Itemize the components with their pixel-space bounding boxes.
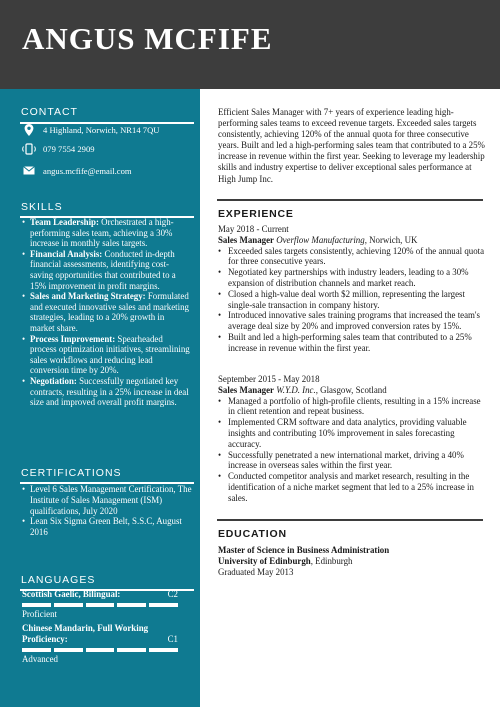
header-bar xyxy=(0,0,500,89)
job-bullet: • Managed a portfolio of high-profile clients, resulting in a 15% increase in client retention and repeat business. xyxy=(218,396,486,418)
bar-segment xyxy=(86,648,115,652)
skill-item: • Financial Analysis: Conducted in-depth financial assessments, identifying cost-saving opportunities that contributed to a 15% improvement in profit margins. xyxy=(22,249,190,291)
skill-item: • Process Improvement: Spearheaded process optimization initiatives, streamlining sales workflows and reducing lead conversion time by 20%. xyxy=(22,334,190,376)
job-bullet: • Exceeded sales targets consistently, achieving 120% of the annual quota for three consecutive years. xyxy=(218,246,486,268)
sidebar xyxy=(0,89,200,707)
language-entry-gaelic xyxy=(22,589,178,620)
job-bullet: • Implemented CRM software and data analytics, providing valuable insights and contributing 10% improvement in sales forecasting accuracy. xyxy=(218,417,486,449)
job-dates: May 2018 - Current xyxy=(218,224,289,234)
job-bullet: • Closed a high-value deal worth $2 million, representing the largest single-sale transaction in company history. xyxy=(218,289,486,311)
job-bullet: • Introduced innovative sales training programs that increased the team's average deal size by 20% and improved conversion rates by 15%. xyxy=(218,310,486,332)
experience-top-divider xyxy=(217,199,483,201)
skills-list xyxy=(22,217,190,408)
language-level: C1 xyxy=(167,633,178,644)
bar-segment xyxy=(117,603,146,607)
job-bullets xyxy=(218,396,486,504)
education-degree: Master of Science in Business Administration xyxy=(218,545,390,555)
bar-segment xyxy=(54,648,83,652)
job-bullet: • Successfully penetrated a new international market, driving a 40% increase in overseas sales within the first year. xyxy=(218,450,486,472)
education-entry xyxy=(218,545,486,578)
education-school: University of Edinburgh, Edinburgh xyxy=(218,556,353,566)
job-bullets xyxy=(218,246,486,354)
language-level-bar xyxy=(22,648,178,652)
education-graduated: Graduated May 2013 xyxy=(218,567,294,577)
language-entry-mandarin xyxy=(22,623,178,664)
job-dates: September 2015 - May 2018 xyxy=(218,374,320,384)
skills-title: SKILLS xyxy=(21,201,63,213)
job-bullet: • Negotiated key partnerships with industry leaders, leading to a 30% expansion of distribution channels and market reach. xyxy=(218,267,486,289)
languages-title: LANGUAGES xyxy=(21,574,96,586)
location-pin-icon xyxy=(22,123,36,136)
certification-item: • Level 6 Sales Management Certification, The Institute of Sales Management (ISM) qualifications, July 2020 xyxy=(22,484,192,516)
contact-address-row xyxy=(22,123,159,136)
language-proficiency: Proficient xyxy=(22,608,57,619)
profile-summary: Efficient Sales Manager with 7+ years of experience leading high-performing sales teams to exceed revenue targets. Exceeded sales targets consistently, achieving 120% of the annual quota for three consecutive years. Built and led a high-performing sales team that contributed to a 25% increase in revenue within the first year. Seeking to leverage my leadership skills and industry expertise to deliver exceptional sales performance at High Jump Inc. xyxy=(218,107,485,184)
education-title: EDUCATION xyxy=(218,528,287,540)
candidate-name: ANGUS MCFIFE xyxy=(22,21,273,56)
job-bullet: • Conducted competitor analysis and market research, resulting in the identification of a niche market segment that led to a 25% increase in sales. xyxy=(218,471,486,503)
contact-address: 4 Highland, Norwich, NR14 7QU xyxy=(43,124,160,135)
phone-icon xyxy=(22,142,36,155)
job-bullet: • Built and led a high-performing sales team that contributed to a 25% increase in revenue within the first year. xyxy=(218,332,486,354)
bar-segment xyxy=(54,603,83,607)
language-level: C2 xyxy=(167,589,178,599)
envelope-icon xyxy=(22,164,36,177)
experience-title: EXPERIENCE xyxy=(218,208,294,220)
skill-item: • Negotiation: Successfully negotiated key contracts, resulting in a 25% increase in deal size and improved overall profit margins. xyxy=(22,376,190,408)
certifications-list xyxy=(22,484,192,538)
skill-item: • Team Leadership: Orchestrated a high-performing sales team, achieving a 30% increase in monthly sales targets. xyxy=(22,217,190,249)
language-level-bar xyxy=(22,603,178,607)
bar-segment xyxy=(22,603,51,607)
job-entry xyxy=(218,374,486,504)
job-role: Sales Manager W.Y.D. Inc., Glasgow, Scotland xyxy=(218,384,387,395)
bar-segment xyxy=(117,648,146,652)
language-name: Scottish Gaelic, Bilingual: xyxy=(22,589,121,599)
language-proficiency: Advanced xyxy=(22,653,58,664)
contact-phone-row xyxy=(22,142,95,155)
contact-email-row xyxy=(22,164,132,177)
contact-email[interactable]: angus.mcfife@email.com xyxy=(43,165,132,176)
certifications-title: CERTIFICATIONS xyxy=(21,467,122,479)
language-name: Chinese Mandarin, Full Working Proficiency: xyxy=(22,623,149,644)
certification-item: • Lean Six Sigma Green Belt, S.S.C, August 2016 xyxy=(22,516,192,538)
education-top-divider xyxy=(217,519,483,521)
job-role: Sales Manager Overflow Manufacturing, Norwich, UK xyxy=(218,234,418,245)
bar-segment xyxy=(149,648,178,652)
job-entry xyxy=(218,224,486,354)
contact-title: CONTACT xyxy=(21,106,78,118)
bar-segment xyxy=(86,603,115,607)
skill-item: • Sales and Marketing Strategy: Formulated and executed innovative sales and marketing strategies, leading to a 20% growth in market share. xyxy=(22,291,190,333)
bar-segment xyxy=(149,603,178,607)
bar-segment xyxy=(22,648,51,652)
contact-phone: 079 7554 2909 xyxy=(43,143,95,154)
